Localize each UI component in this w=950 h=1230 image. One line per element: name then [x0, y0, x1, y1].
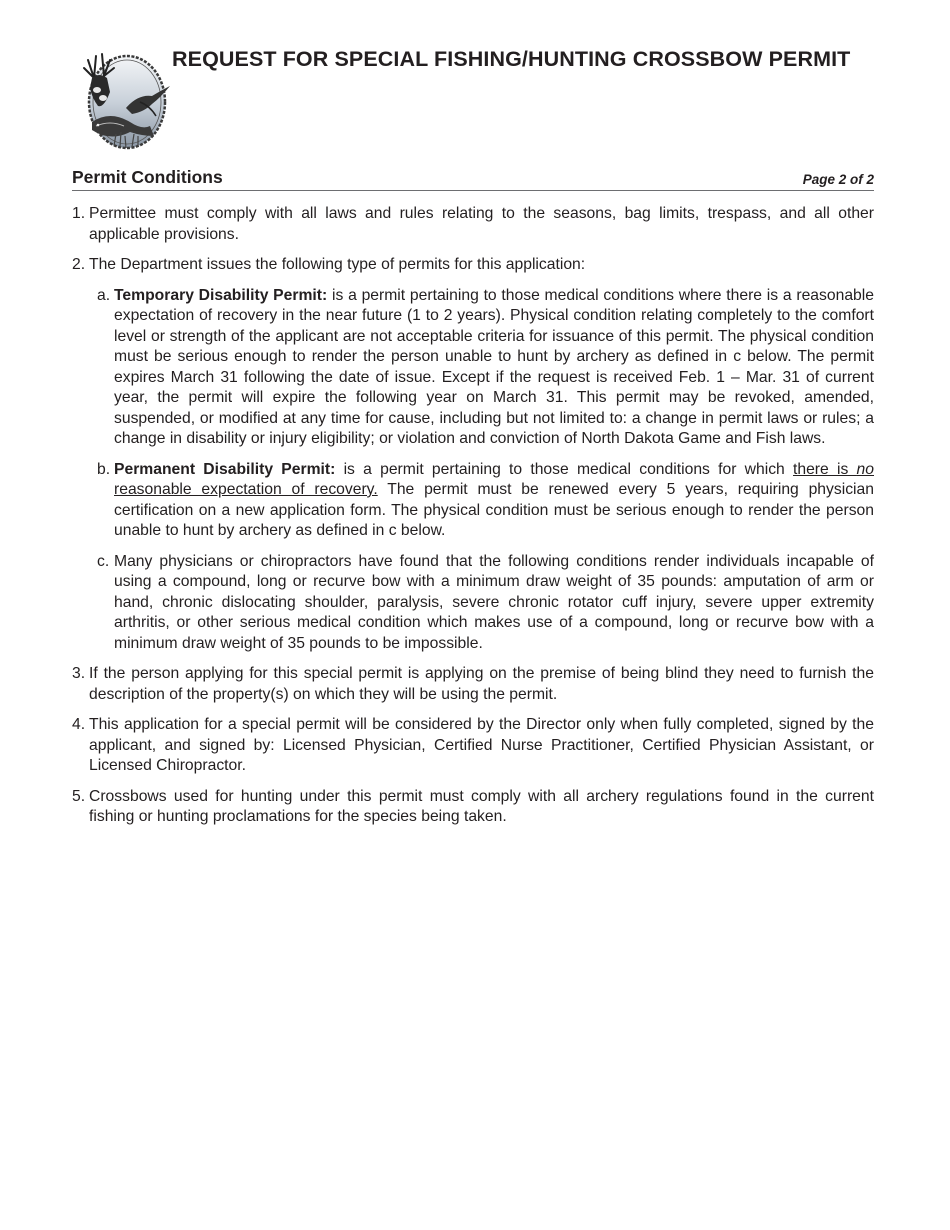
page-title: REQUEST FOR SPECIAL FISHING/HUNTING CROSSBOW PERMIT: [172, 47, 851, 71]
permit-conditions-list: [72, 204, 874, 838]
item-text: This application for a special permit will be considered by the Director only when fully completed, signed by the applicant, and signed by: Licensed Physician, Certified Nurse Practitioner, Certified Physician Assistant, or Licensed Chiropractor.: [89, 716, 874, 774]
item-number: 3.: [72, 665, 86, 682]
deer-fish-bird-emblem-icon: [80, 46, 172, 152]
subitem-text-pre: is a permit pertaining to those medical conditions for which: [335, 460, 793, 478]
condition-item-2: [72, 255, 874, 654]
subitem-letter: a.: [97, 286, 111, 304]
section-header: [72, 166, 874, 191]
condition-item-4: [72, 715, 874, 777]
condition-item-3: [72, 664, 874, 705]
item-text: Crossbows used for hunting under this permit must comply with all archery regulations found in the current fishing or hunting proclamations for the species being taken.: [89, 787, 874, 825]
subitem-text: Many physicians or chiropractors have found that the following conditions render individuals incapable of using a compound, long or recurve bow with a minimum draw weight of 35 pounds: amputation of arm or hand, chronic dislocating shoulder, paralysis, severe chronic rotator cuff injury, severe upper extremity arthritis, or other serious medical condition which makes use of a compound, long or recurve bow with a minimum draw weight of 35 pounds to be impossible.: [114, 552, 874, 652]
item-text: If the person applying for this special permit is applying on the premise of being blind they need to furnish the description of the property(s) on which they will be using the permit.: [89, 665, 874, 703]
underlined-text: reasonable expectation of recovery.: [114, 481, 378, 498]
item-text: Permittee must comply with all laws and rules relating to the seasons, bag limits, trespass, and all other applicable provisions.: [89, 205, 874, 243]
subitem-qualifying-conditions: [89, 552, 874, 655]
page-number: Page 2 of 2: [802, 172, 874, 187]
section-title: Permit Conditions: [72, 167, 223, 187]
subitem-heading: Temporary Disability Permit:: [114, 286, 328, 304]
item-number: 5.: [72, 787, 86, 805]
subitem-letter: c.: [97, 552, 110, 570]
subitem-text: The permit must be renewed every 5 years, requiring physician certification on a new application form. The physical condition must be serious enough to render the person unable to hunt by archery as defined in c below.: [114, 481, 874, 539]
item-number: 1.: [72, 205, 86, 222]
subitem-letter: b.: [97, 460, 111, 478]
item-number: 2.: [72, 256, 86, 273]
subitem-temporary-permit: [89, 286, 874, 450]
subitem-permanent-permit: [89, 460, 874, 542]
underlined-italic-text: no: [856, 460, 874, 478]
subitem-heading: Permanent Disability Permit:: [114, 460, 336, 478]
underlined-text: there is: [793, 460, 857, 478]
item-number: 4.: [72, 716, 86, 733]
item-text: The Department issues the following type of permits for this application:: [89, 256, 586, 273]
subitem-text: is a permit pertaining to those medical conditions where there is a reasonable expectation of recovery in the near future (1 to 2 years). Physical condition relating completely to the comfort level or strength of the applicant are not acceptable criteria for issuance of this permit. The physical condition must be serious enough to render the person unable to hunt by archery as defined in c below. The permit expires March 31 following the date of issue. Except if the request is received Feb. 1 – Mar. 31 of current year, the permit will expire the following year on March 31. This permit may be revoked, amended, suspended, or modified at any time for cause, including but not limited to: a change in permit laws or rules; a change in disability or injury eligibility; or violation and conviction of North Dakota Game and Fish laws.: [114, 286, 874, 447]
condition-item-1: [72, 204, 874, 245]
condition-item-5: [72, 787, 874, 828]
